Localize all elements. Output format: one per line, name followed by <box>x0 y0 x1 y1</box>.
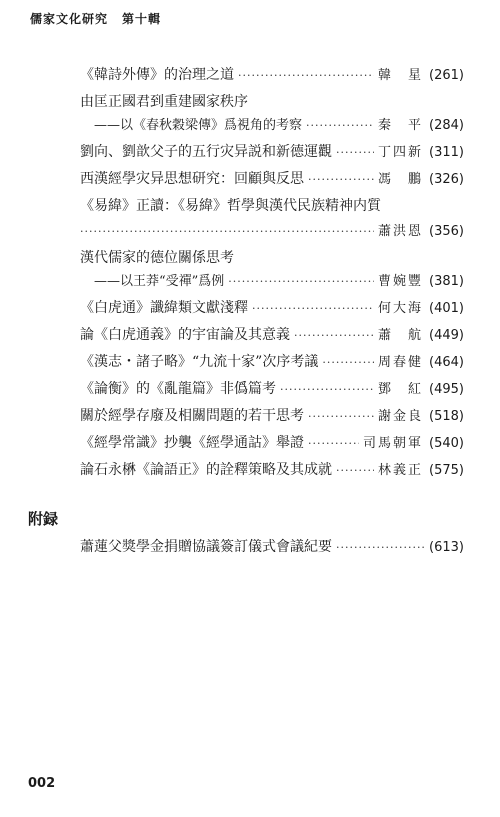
entry-subtitle: ——以《春秋穀梁傳》爲視角的考察 <box>94 118 303 133</box>
leader-dots <box>336 143 374 162</box>
entry-author: 丁四新 <box>378 145 424 160</box>
entry-author: 何大海 <box>378 301 424 316</box>
leader-dots <box>336 461 374 480</box>
leader-dots <box>228 272 374 291</box>
leader-dots <box>336 538 425 557</box>
entry-page: (381) <box>429 274 464 289</box>
toc-entry[interactable] <box>80 407 464 426</box>
toc-entry[interactable] <box>80 299 464 318</box>
entry-page: (613) <box>429 540 464 555</box>
entry-page: (401) <box>429 301 464 316</box>
entry-page: (449) <box>429 328 464 343</box>
leader-dots <box>322 353 374 372</box>
entry-author: 周春健 <box>378 355 424 370</box>
entry-author: 司馬朝軍 <box>363 436 424 451</box>
volume-label: 第十輯 <box>122 12 162 26</box>
leader-dots <box>308 407 374 426</box>
entry-author: 秦 平 <box>378 118 424 133</box>
entry-title: 《易緯》正讀：《易緯》哲學與漢代民族精神内質 <box>80 198 381 214</box>
appendix-heading: 附録 <box>28 510 59 528</box>
toc-entry[interactable] <box>80 434 464 453</box>
entry-title: 《韓詩外傳》的治理之道 <box>80 67 234 83</box>
entry-page: (540) <box>429 436 464 451</box>
leader-dots <box>280 380 374 399</box>
entry-author: 鄧 紅 <box>378 382 424 397</box>
book-title: 儒家文化研究 <box>30 12 109 26</box>
entry-page: (356) <box>429 224 464 239</box>
toc-entry[interactable] <box>80 143 464 162</box>
leader-dots <box>252 299 374 318</box>
toc-entry[interactable] <box>80 197 464 216</box>
appendix-section <box>80 538 464 565</box>
running-header <box>30 10 161 27</box>
entry-page: (518) <box>429 409 464 424</box>
entry-title: 劉向、劉歆父子的五行灾异説和新德運觀 <box>80 144 332 160</box>
appendix-entry[interactable] <box>80 538 464 557</box>
entry-author: 林義正 <box>378 463 424 478</box>
leader-dots <box>308 170 374 189</box>
entry-page: (311) <box>429 145 464 160</box>
toc-entry-subtitle-line[interactable] <box>80 116 464 135</box>
entry-author: 蕭洪恩 <box>378 224 424 239</box>
entry-author: 蕭 航 <box>378 328 424 343</box>
toc-entry[interactable] <box>80 380 464 399</box>
entry-author: 謝金良 <box>378 409 424 424</box>
entry-author: 馮 鵬 <box>378 172 424 187</box>
entry-page: (575) <box>429 463 464 478</box>
entry-title: 《白虎通》讖緯類文獻淺釋 <box>80 300 248 316</box>
entry-subtitle: ——以王莽“受禪”爲例 <box>94 274 225 289</box>
toc-entry[interactable] <box>80 66 464 85</box>
entry-title: 蕭蓮父獎學金捐贈協議簽訂儀式會議紀要 <box>80 539 332 555</box>
entry-page: (284) <box>429 118 464 133</box>
entry-page: (464) <box>429 355 464 370</box>
entry-title: 《經學常識》抄襲《經學通詁》舉證 <box>80 435 304 451</box>
page-number: 002 <box>28 776 56 791</box>
entry-page: (261) <box>429 68 464 83</box>
leader-dots <box>294 326 374 345</box>
entry-title: 《漢志・諸子略》“九流十家”次序考議 <box>80 354 319 370</box>
entry-author: 韓 星 <box>378 68 424 83</box>
entry-page: (326) <box>429 172 464 187</box>
entry-title: 論石永楙《論語正》的詮釋策略及其成就 <box>80 462 332 478</box>
entry-title: 《論衡》的《亂龍篇》非僞篇考 <box>80 381 276 397</box>
entry-title: 論《白虎通義》的宇宙論及其意義 <box>80 327 290 343</box>
entry-title: 漢代儒家的德位關係思考 <box>80 250 234 266</box>
leader-dots <box>308 434 359 453</box>
leader-dots <box>238 66 374 85</box>
toc-entry[interactable] <box>80 326 464 345</box>
entry-title: 由匡正國君到重建國家秩序 <box>80 94 248 110</box>
table-of-contents <box>80 66 464 488</box>
entry-page: (495) <box>429 382 464 397</box>
leader-dots <box>80 222 374 241</box>
toc-entry-subtitle-line[interactable] <box>80 272 464 291</box>
entry-author: 曹婉豐 <box>378 274 424 289</box>
entry-title: 關於經學存廢及相關問題的若干思考 <box>80 408 304 424</box>
leader-dots <box>306 116 374 135</box>
toc-entry[interactable] <box>80 93 464 112</box>
toc-entry[interactable] <box>80 249 464 268</box>
toc-entry-continuation[interactable] <box>80 222 464 241</box>
entry-title: 西漢經學灾异思想研究：回顧與反思 <box>80 171 304 187</box>
toc-entry[interactable] <box>80 353 464 372</box>
toc-entry[interactable] <box>80 170 464 189</box>
toc-entry[interactable] <box>80 461 464 480</box>
